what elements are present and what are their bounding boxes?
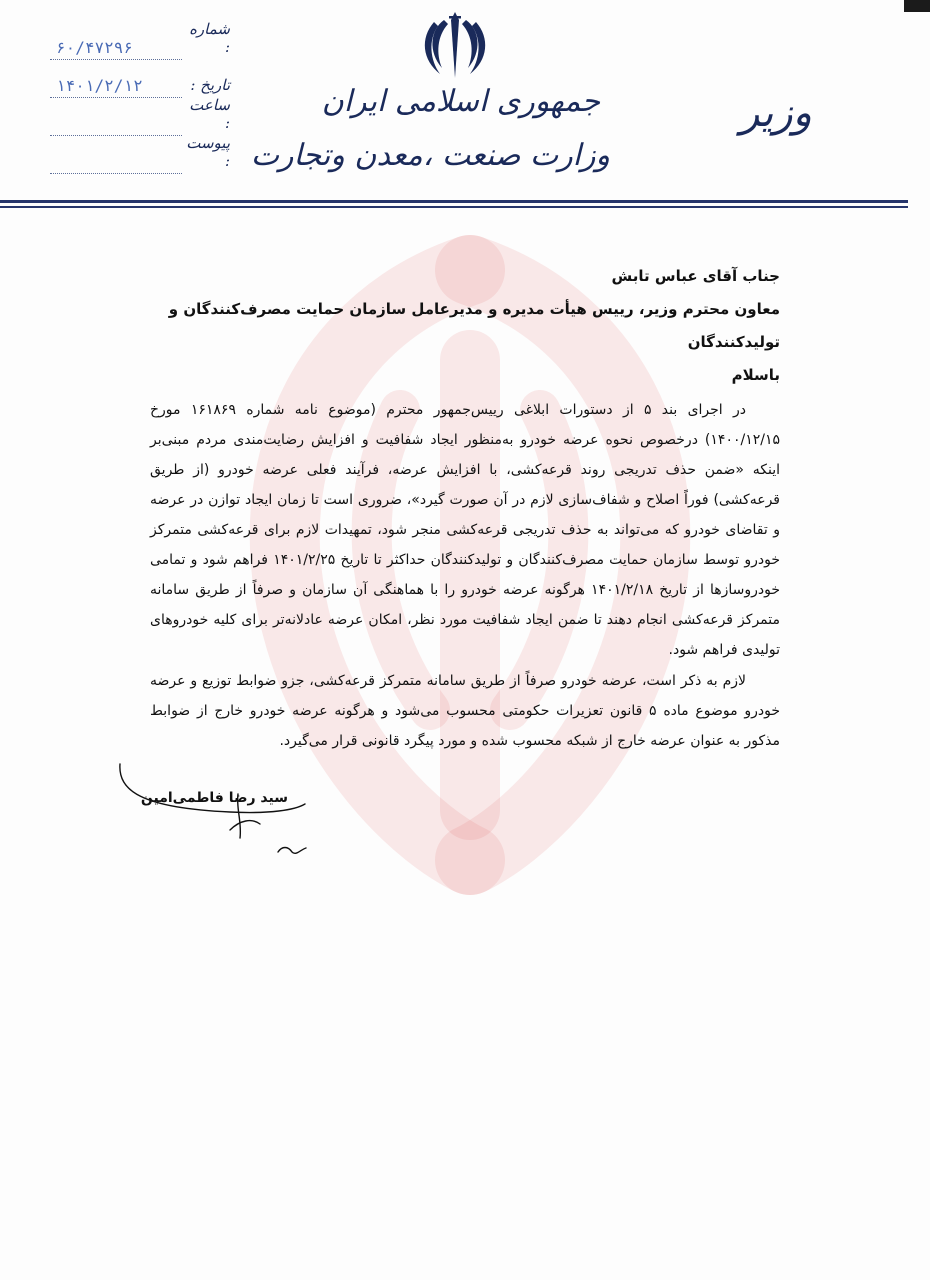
date-value-line <box>50 71 182 98</box>
signature-block <box>110 760 310 880</box>
ministry-title: وزارت صنعت ،معدن وتجارت <box>250 138 610 173</box>
attachment-field <box>50 136 230 174</box>
number-field <box>50 22 230 60</box>
date-field <box>50 60 230 98</box>
date-value: ۱۴۰۱/۲/۱۲ <box>56 76 143 95</box>
republic-title: جمهوری اسلامی ایران <box>321 84 600 119</box>
time-field <box>50 98 230 136</box>
addressee-title: معاون محترم وزیر، رییس هیأت مدیره و مدیرعامل سازمان حمایت مصرف‌کنندگان و تولیدکنندگان <box>168 300 780 351</box>
scan-edge <box>904 0 930 12</box>
greeting: باسلام <box>731 366 780 384</box>
iran-emblem-icon <box>418 8 492 82</box>
header-divider-thin <box>0 206 908 208</box>
attachment-value-line <box>50 147 182 174</box>
paragraph-1: در اجرای بند ۵ از دستورات ابلاغی رییس‌جمهور محترم (موضوع نامه شماره ۱۶۱۸۶۹ مورخ ۱۴۰۰/۱۲/۱۵) درخصوص نحوه عرضه خودرو به‌منظور ایجاد شفافیت و افزایش رضایت‌مندی مردم مبنی‌بر اینکه «ضمن حذف تدریجی روند قرعه‌کشی، با افزایش عرضه، فرآیند فعلی عرضه خودرو (از طریق قرعه‌کشی) فوراً اصلاح و شفاف‌سازی لازم در آن صورت گیرد»، ضروری است تا زمان ایجاد توازن در عرضه و تقاضای خودرو که می‌تواند به حذف تدریجی قرعه‌کشی منجر شود، تمهیدات لازم برای قرعه‌کشی متمرکز خودرو توسط سازمان حمایت مصرف‌کنندگان و تولیدکنندگان حداکثر تا تاریخ ۱۴۰۱/۲/۲۵ فراهم شود و تمامی خودروسازها از تاریخ ۱۴۰۱/۲/۱۸ هرگونه عرضه خودرو را با هماهنگی آن سازمان و صرفاً از طریق سامانه متمرکز قرعه‌کشی انجام دهند تا ضمن ایجاد شفافیت مورد نظر، امکان عرضه عادلانه‌تر برای کلیه خودروهای تولیدی فراهم شود. <box>150 402 781 658</box>
signature-stroke-icon <box>110 760 310 880</box>
signatory-name: سید رضا فاطمی‌امین <box>140 790 288 806</box>
paragraph-2: لازم به ذکر است، عرضه خودرو صرفاً از طریق سامانه متمرکز قرعه‌کشی، جزو ضوابط توزیع و عرضه خودرو موضوع ماده ۵ قانون تعزیرات حکومتی محسوب می‌شود و هرگونه عرضه خودرو خارج از ضوابط مذکور به عنوان عرضه خارج از شبکه محسوب شده و مورد پیگرد قانونی قرار می‌گیرد. <box>150 673 780 749</box>
minister-title: وزیر <box>740 90 812 136</box>
letter-body <box>150 260 780 756</box>
header-divider <box>0 200 908 203</box>
letter-meta <box>50 22 230 174</box>
number-value: ۶۰/۴۷۲۹۶ <box>56 38 134 57</box>
number-value-line <box>50 33 182 60</box>
addressee: جناب آقای عباس تابش <box>611 267 780 285</box>
number-label: شماره : <box>189 20 230 56</box>
attachment-label: پیوست : <box>186 134 230 170</box>
time-label: ساعت : <box>189 96 230 132</box>
date-label: تاریخ : <box>190 76 230 94</box>
time-value-line <box>50 109 182 136</box>
